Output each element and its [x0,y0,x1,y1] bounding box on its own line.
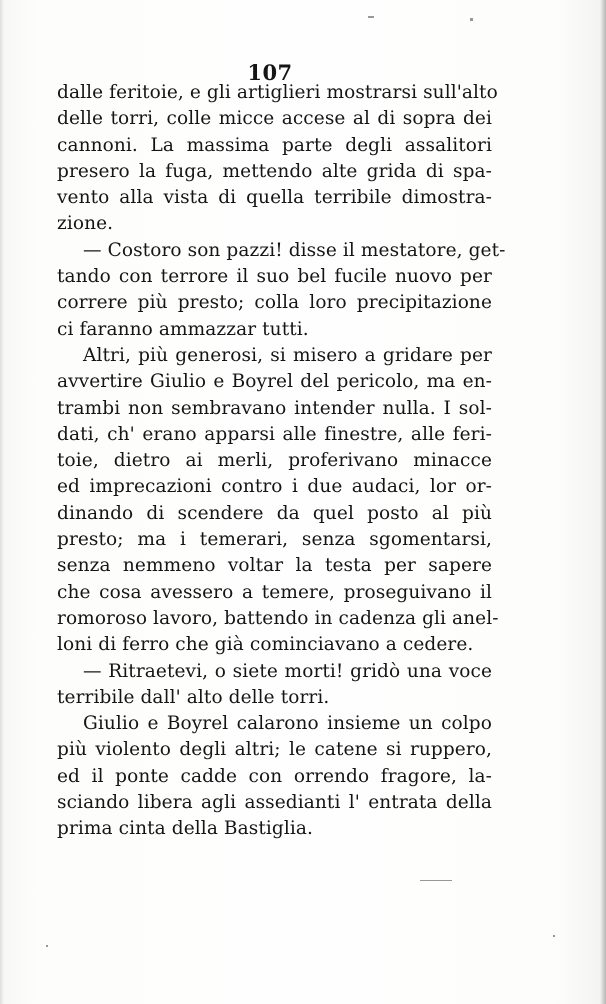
text-line: Altri, più generosi, si misero a gridare per [83,344,492,366]
text-line: ci faranno ammazzar tutti. [57,318,309,340]
text-line: ed il ponte cadde con orrendo fragore, la- [57,765,492,787]
text-line: sciando libera agli assedianti l' entrata della [57,792,492,814]
ink-speck [470,18,473,21]
text-line: delle torri, colle micce accese al di sopra dei [57,108,492,130]
text-line: presto; ma i temerari, senza sgomentarsi, [57,529,492,551]
ink-speck [368,16,374,18]
ink-speck [46,945,48,947]
text-line: ed imprecazioni contro i due audaci, lor or- [57,476,492,498]
text-line: — Costoro son pazzi! disse il mestatore, get- [83,239,506,261]
page-number: 107 [247,60,293,85]
page-body-text [57,80,506,843]
text-line: dalle feritoie, e gli artiglieri mostrarsi sull'alto [57,82,498,103]
text-line: che cosa avessero a temere, proseguivano il [57,581,492,603]
page-left-shadow [0,0,4,1004]
text-line: zione. [57,213,114,235]
text-line: terribile dall' alto delle torri. [57,686,330,708]
ink-speck [420,880,452,881]
text-line: romoroso lavoro, battendo in cadenza gli anel- [57,607,499,629]
text-line: più violento degli altri; le catene si ruppero, [57,739,492,761]
text-line: vento alla vista di quella terribile dimostra- [57,187,492,209]
text-line: prima cinta della Bastiglia. [57,818,313,840]
text-line: trambi non sembravano intender nulla. I sol- [57,397,492,419]
text-line: cannoni. La massima parte degli assalitori [57,134,492,156]
text-line: dati, ch' erano apparsi alle finestre, alle feri- [57,423,492,445]
text-line: Giulio e Boyrel calarono insieme un colpo [83,713,492,735]
text-line: presero la fuga, mettendo alte grida di spa- [57,160,492,182]
text-line: senza nemmeno voltar la testa per sapere [57,555,492,577]
page-right-shadow [600,0,606,1004]
text-line: — Ritraetevi, o siete morti! gridò una voce [83,660,492,682]
text-line: dinando di scendere da quel posto al più [57,502,492,524]
text-line: tando con terrore il suo bel fucile nuovo per [57,266,492,288]
text-line: correre più presto; colla loro precipitazione [57,292,492,314]
text-line: loni di ferro che già cominciavano a cedere. [57,634,474,656]
ink-speck [553,935,555,937]
text-line: toie, dietro ai merli, proferivano minacce [57,450,492,472]
text-line: avvertire Giulio e Boyrel del pericolo, ma en- [57,371,492,393]
